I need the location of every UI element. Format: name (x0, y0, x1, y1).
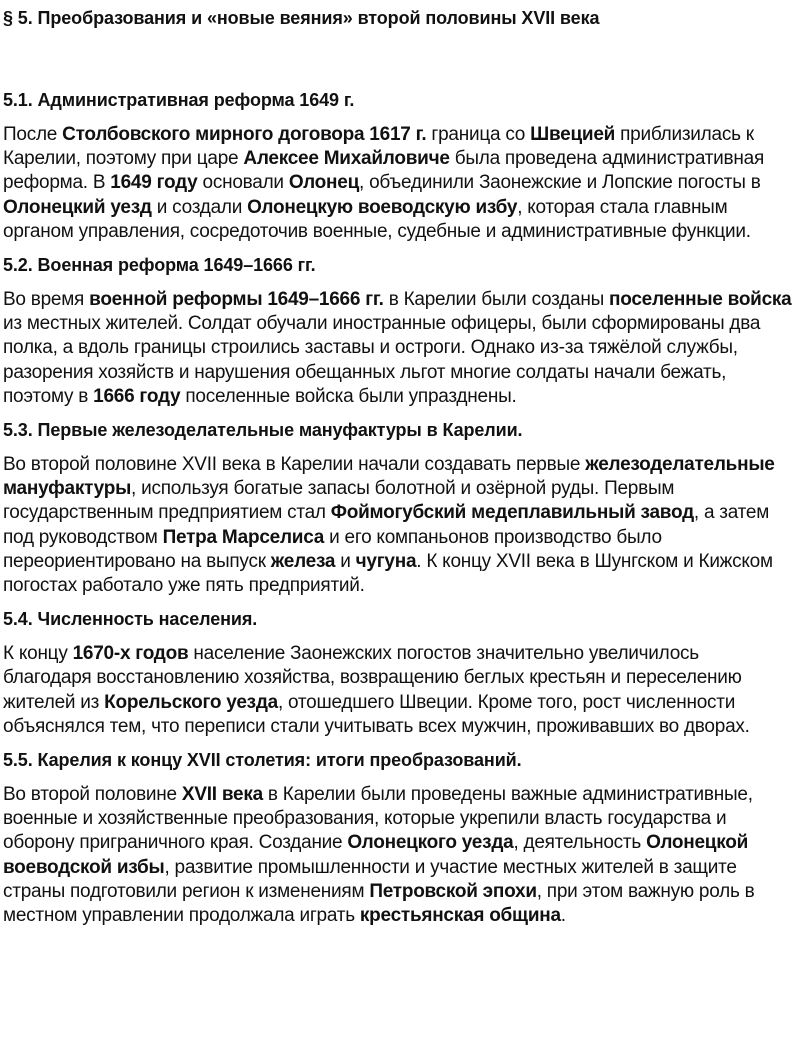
section-paragraph (3, 642, 792, 739)
bold-term: железоделательные мануфактуры (3, 454, 775, 500)
text-run: в Карелии были созданы (383, 289, 610, 311)
text-run: , используя богатые запасы болотной и озёрной руды. Первым государственным предприятием стал (3, 478, 675, 524)
bold-term: военной реформы 1649–1666 гг. (89, 289, 384, 311)
section-heading: 5.2. Военная реформа 1649–1666 гг. (3, 255, 316, 276)
section-paragraph (3, 288, 792, 409)
bold-term: Алексее Михайловиче (243, 148, 450, 170)
text-run: из местных жителей. Солдат обучали иностранные офицеры, были сформированы два полка, а вдоль границы строились заставы и остроги. Однако из-за тяжёлой службы, разорения хозяйств и нарушения обещанных льгот многие солдаты начали бежать, поэтому в (3, 313, 761, 407)
bold-term: Олонецкой воеводской избы (3, 832, 749, 878)
text-run: Во время (3, 289, 90, 311)
text-run: основали (197, 172, 289, 194)
text-run: . К концу XVII века в Шунгском и Кижском погостах работало уже пять предприятий. (3, 550, 773, 597)
bold-term: 1670-х годов (72, 643, 189, 665)
text-run: . (560, 905, 566, 927)
bold-term: Олонецкого уезда (347, 832, 514, 854)
text-run: население Заонежских погостов значительно увеличилось благодаря восстановлению хозяйства, возвращению беглых крестьян и переселению жителей из (3, 643, 742, 713)
text-run: , развитие промышленности и участие местных жителей в защите страны подготовили регион к изменениям (3, 856, 737, 902)
text-run: Во второй половине XVII века в Карелии начали создавать первые (3, 454, 586, 476)
section-5-2 (3, 253, 792, 409)
text-run: К концу (3, 643, 73, 665)
section-heading: 5.5. Карелия к концу XVII столетия: итоги преобразований. (3, 750, 522, 771)
bold-term: Корельского уезда (104, 691, 278, 713)
text-run: , объединили Заонежские и Лопские погосты в (359, 172, 761, 194)
section-heading: 5.3. Первые железоделательные мануфактуры в Карелии. (3, 420, 523, 441)
text-run: Во второй половине (3, 784, 182, 806)
text-run: , при этом важную роль в местном управлении продолжала играть (3, 880, 755, 927)
bold-term: 1666 году (93, 385, 181, 407)
bold-term: Олонецкую воеводскую избу (247, 196, 518, 218)
section-5-4 (3, 607, 792, 739)
bold-term: Столбовского мирного договора 1617 г. (62, 124, 427, 145)
section-5-3 (3, 418, 792, 598)
bold-term: Швецией (530, 124, 616, 145)
bold-term: чугуна (355, 550, 417, 572)
text-run: и его компаньонов производство было переориентировано на выпуск (3, 526, 662, 572)
bold-term: железа (270, 550, 336, 572)
text-run: в Карелии были проведены важные административные, военные и хозяйственные преобразования, которые укрепили власть государства и оборону приграничного края. Создание (3, 784, 753, 854)
bold-term: крестьянская община (359, 905, 561, 927)
section-paragraph (3, 123, 792, 244)
text-run: После (3, 124, 63, 145)
section-paragraph (3, 453, 792, 598)
section-paragraph (3, 783, 792, 928)
text-run: и (335, 550, 356, 572)
text-run: приблизилась к Карелии, поэтому при царе (3, 124, 754, 170)
bold-term: 1649 году (110, 172, 198, 194)
section-heading: 5.1. Административная реформа 1649 г. (3, 90, 355, 110)
document-title: § 5. Преобразования и «новые веяния» второй половины XVII века (3, 8, 600, 28)
bold-term: поселенные войска (609, 289, 792, 311)
bold-term: Олонецкий уезд (3, 196, 152, 218)
text-run: , а затем под руководством (3, 502, 770, 548)
section-5-5 (3, 748, 792, 928)
text-run: граница со (426, 124, 531, 145)
text-run: , деятельность (513, 832, 647, 854)
bold-term: Петра Марселиса (162, 526, 325, 548)
bold-term: XVII века (181, 784, 263, 806)
bold-term: Олонец (288, 172, 360, 194)
title-spacer (3, 30, 792, 88)
text-run: поселенные войска были упразднены. (180, 385, 517, 407)
text-run: , отошедшего Швеции. Кроме того, рост численности объяснялся тем, что переписи стали учитывать всех мужчин, проживавших во дворах. (3, 691, 750, 737)
section-heading: 5.4. Численность населения. (3, 609, 258, 630)
section-5-1 (3, 88, 792, 244)
text-run: была проведена административная реформа. В (3, 148, 764, 194)
bold-term: Фоймогубский медеплавильный завод (330, 502, 694, 524)
text-run: , которая стала главным органом управления, сосредоточив военные, судебные и административные функции. (3, 196, 751, 242)
text-run: и создали (151, 196, 248, 218)
bold-term: Петровской эпохи (369, 880, 537, 902)
